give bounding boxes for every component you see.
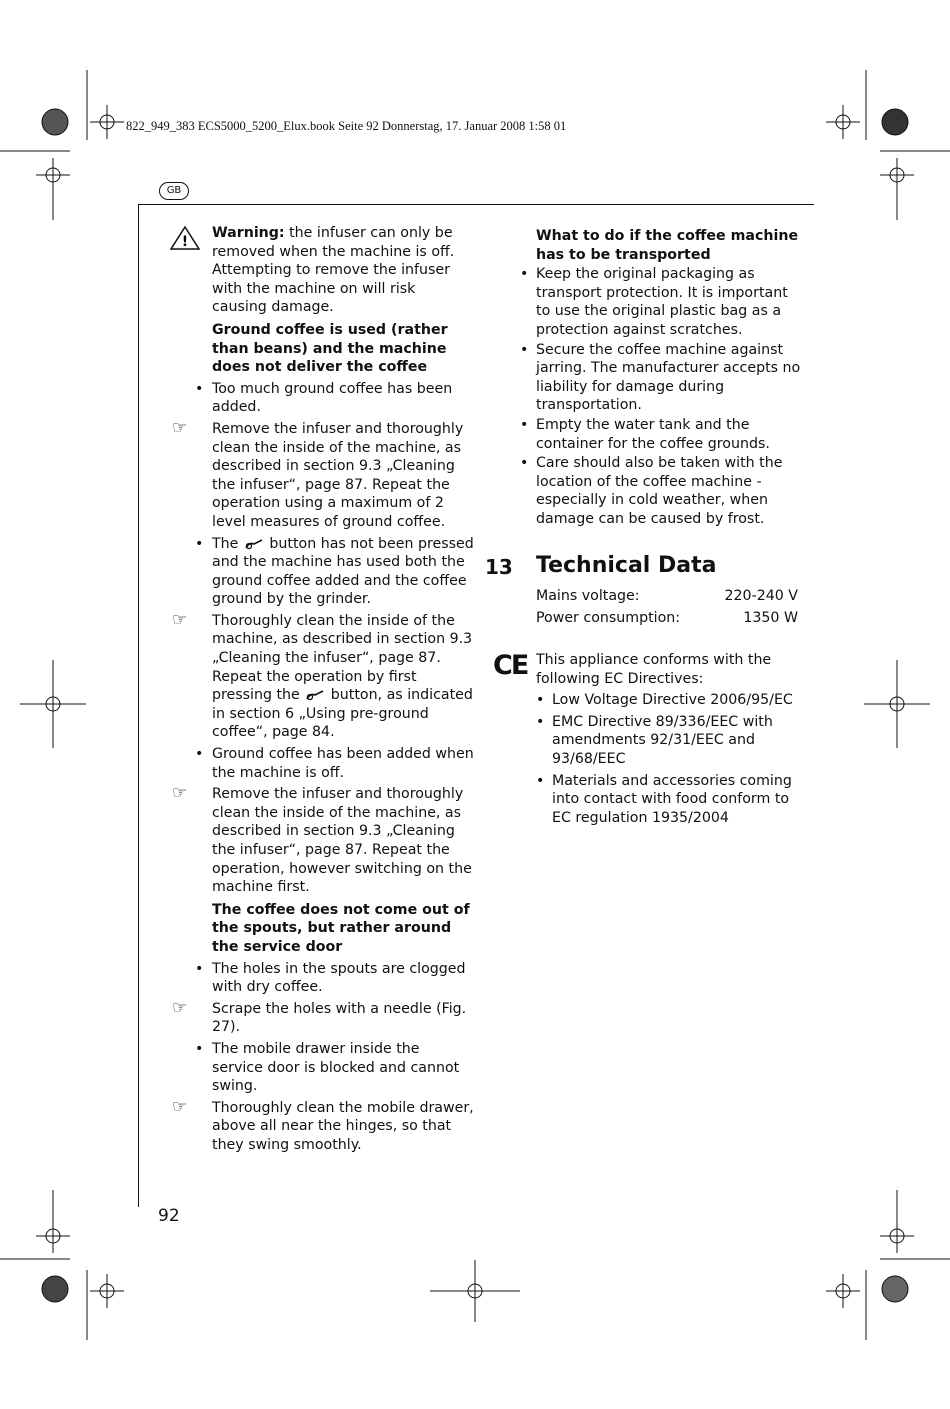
tech-data-value: 220-240 V	[724, 588, 798, 604]
warning-text: the infuser can only be removed when the machine is off. Attempting to remove the infuser with the machine on will risk causing damage.	[212, 225, 455, 316]
action-item	[172, 997, 474, 1037]
svg-text:!: !	[181, 234, 189, 250]
tech-data-label: Power consumption:	[536, 610, 681, 626]
list-item: • The mobile drawer inside the service door is blocked and cannot swing.	[212, 1040, 474, 1096]
action-item	[172, 609, 474, 742]
action-item	[172, 783, 474, 897]
action-text: Thoroughly clean the inside of the machine, as described in section 9.3 „Cleaning the infuser“, page 87. Repeat the operation by first pressing the	[212, 612, 473, 704]
list-item: • EMC Directive 89/336/EEC with amendments 92/31/EEC and 93/68/EEC	[536, 713, 798, 769]
list-item: • Keep the original packaging as transport protection. It is important to use the original plastic bag as a protection against scratches.	[536, 265, 802, 339]
pointing-hand-icon: ☞	[172, 783, 188, 804]
action-item	[172, 417, 474, 532]
section-title: Technical Data	[536, 553, 717, 578]
action-item	[172, 1096, 474, 1155]
right-column	[536, 227, 802, 529]
pointing-hand-icon: ☞	[172, 997, 188, 1018]
coffee-key-icon	[306, 689, 324, 701]
left-column	[172, 224, 474, 1155]
list-item: • The holes in the spouts are clogged with dry coffee.	[212, 960, 474, 997]
heading-ground-coffee: Ground coffee is used (rather than beans) and the machine does not deliver the coffee	[212, 321, 448, 376]
ce-mark: CE	[493, 650, 528, 681]
tech-data-label: Mains voltage:	[536, 588, 640, 604]
pointing-hand-icon: ☞	[172, 417, 188, 438]
action-text: Thoroughly clean the mobile drawer, above all near the hinges, so that they swing smoothly.	[212, 1099, 474, 1153]
print-info: 822_949_383 ECS5000_5200_Elux.book Seite 92 Donnerstag, 17. Januar 2008 1:58 01	[126, 119, 567, 133]
coffee-key-icon	[245, 538, 263, 550]
ce-conformity	[536, 651, 798, 827]
action-text: button, as indicated in section 6 „Using pre-ground coffee“, page 84.	[212, 687, 473, 741]
action-text: Remove the infuser and thoroughly clean the inside of the machine, as described in section 9.3 „Cleaning the infuser“, page 87. Repeat the operation using a maximum of 2 level measures of ground coffee.	[212, 420, 464, 530]
list-item: • Materials and accessories coming into contact with food conform to EC regulation 1935/2004	[536, 772, 798, 828]
list-item: • Too much ground coffee has been added.	[212, 380, 474, 417]
heading-transport: What to do if the coffee machine has to be transported	[536, 228, 799, 263]
warning-label: Warning:	[212, 225, 285, 241]
language-badge: GB	[159, 182, 189, 200]
list-item: • Empty the water tank and the container for the coffee grounds.	[536, 416, 802, 453]
pointing-hand-icon: ☞	[172, 609, 188, 630]
pointing-hand-icon: ☞	[172, 1096, 188, 1117]
list-item: • Secure the coffee machine against jarring. The manufacturer accepts no liability for damage during transportation.	[536, 341, 802, 415]
list-item: • Care should also be taken with the location of the coffee machine - especially in cold weather, when damage can be caused by frost.	[536, 454, 802, 528]
list-item	[212, 535, 474, 609]
list-item: • Low Voltage Directive 2006/95/EC	[536, 691, 798, 710]
list-item: • Ground coffee has been added when the machine is off.	[212, 745, 474, 782]
action-text: Scrape the holes with a needle (Fig. 27).	[212, 1000, 467, 1036]
action-text: Remove the infuser and thoroughly clean the inside of the machine, as described in section 9.3 „Cleaning the infuser“, page 87. Repeat the operation, however switching on the machine first.	[212, 786, 472, 896]
tech-data-value: 1350 W	[743, 610, 798, 626]
list-item-text: The	[212, 535, 243, 552]
page-number: 92	[158, 1206, 180, 1226]
heading-service-door: The coffee does not come out of the spouts, but rather around the service door	[212, 901, 470, 955]
list-item-text: button has not been pressed and the machine has used both the ground coffee added and the coffee ground by the grinder.	[212, 535, 474, 608]
warning-paragraph	[181, 224, 474, 317]
warning-triangle-icon	[170, 226, 200, 250]
ce-intro: This appliance conforms with the following EC Directives:	[536, 652, 772, 687]
header-rule	[138, 204, 814, 205]
section-number: 13	[485, 555, 513, 579]
margin-rule	[138, 204, 139, 1207]
